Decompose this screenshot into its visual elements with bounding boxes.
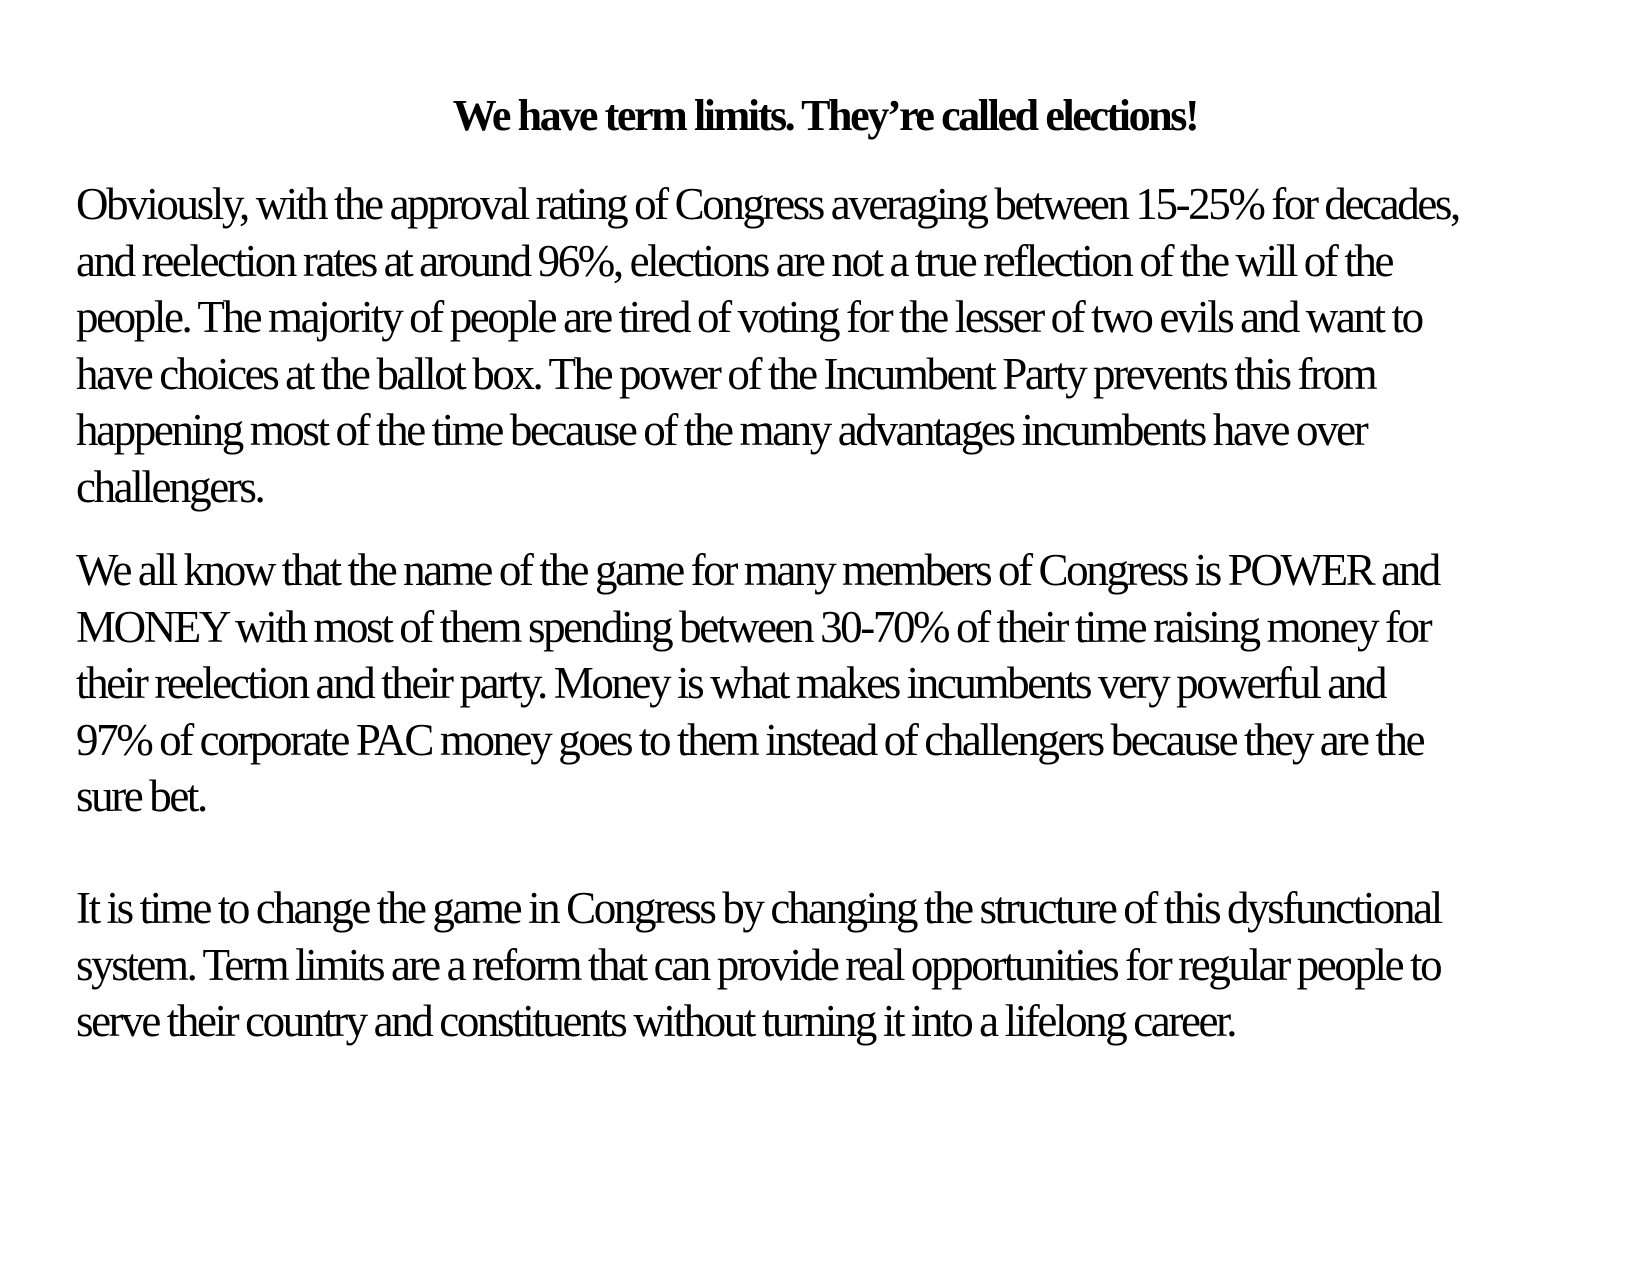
paragraph-power-and-money — [76, 542, 1641, 825]
paragraph-line: sure bet. — [76, 771, 206, 821]
paragraph-line: challengers. — [76, 461, 264, 512]
paragraph-line: people. The majority of people are tired of voting for the lesser of two evils and want to — [76, 292, 1422, 342]
paragraph-line: serve their country and constituents without turning it into a lifelong career. — [76, 996, 1236, 1046]
paragraph-approval-rating — [76, 176, 1641, 515]
paragraph-line: and reelection rates at around 96%, elections are not a true reflection of the will of the — [76, 235, 1393, 286]
paragraph-line: It is time to change the game in Congress by changing the structure of this dysfunctional — [76, 883, 1441, 933]
paragraph-line: happening most of the time because of the many advantages incumbents have over — [76, 405, 1367, 455]
paragraph-line: 97% of corporate PAC money goes to them instead of challengers because they are the — [76, 714, 1424, 765]
paragraph-line: have choices at the ballot box. The power of the Incumbent Party prevents this from — [76, 348, 1376, 399]
document-title: We have term limits. They’re called elections! — [452, 91, 1198, 140]
paragraph-line: their reelection and their party. Money is what makes incumbents very powerful and — [76, 658, 1386, 708]
paragraph-line: We all know that the name of the game for many members of Congress is POWER and — [76, 545, 1439, 595]
paragraph-line: Obviously, with the approval rating of Congress averaging between 15-25% for decades, — [76, 179, 1459, 229]
paragraph-line: MONEY with most of them spending between 30-70% of their time raising money for — [76, 601, 1431, 652]
paragraph-change-the-game — [76, 880, 1641, 1050]
paragraph-line: system. Term limits are a reform that can provide real opportunities for regular people to — [76, 939, 1441, 990]
